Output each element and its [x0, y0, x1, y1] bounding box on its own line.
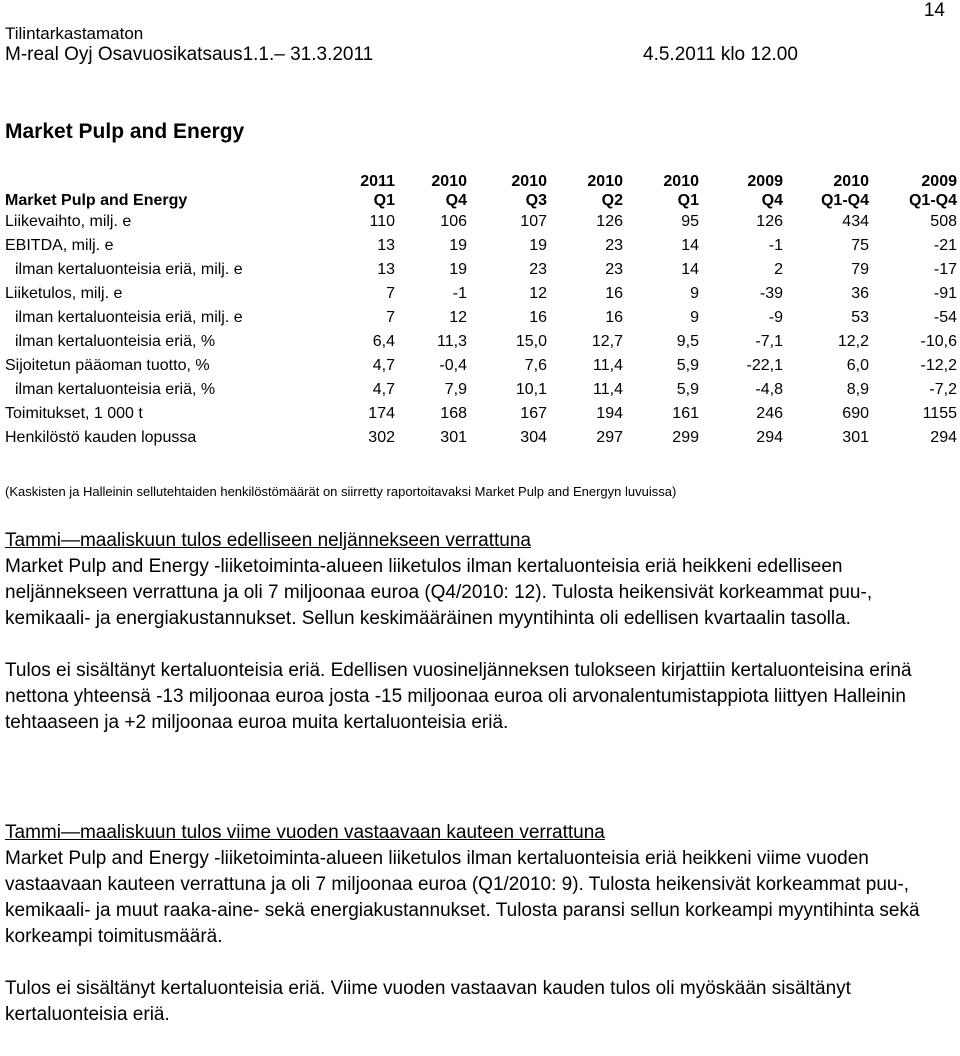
row-value: 12,2 — [837, 333, 869, 350]
header-period: Q4 — [761, 191, 783, 209]
row-value: 16 — [605, 285, 623, 302]
header-period: Q3 — [525, 191, 547, 209]
row-value: 4,7 — [372, 381, 395, 398]
row-label: Liikevaihto, milj. e — [5, 213, 132, 230]
section-title: Market Pulp and Energy — [5, 120, 245, 143]
table-row — [5, 282, 957, 306]
header-year: 2009 — [747, 172, 783, 190]
header-row-years — [5, 172, 957, 191]
comparison-previous-year — [5, 820, 955, 1028]
row-value: 301 — [440, 429, 467, 446]
header-label: Market Pulp and Energy — [5, 191, 188, 209]
table-row — [5, 330, 957, 354]
row-value: 9 — [690, 309, 699, 326]
section-heading: Tammi—maaliskuun tulos edelliseen neljännekseen verrattuna — [5, 530, 531, 551]
header-period: Q1 — [373, 191, 395, 209]
row-value: 15,0 — [515, 333, 547, 350]
header-period: Q1-Q4 — [820, 191, 869, 209]
row-label: EBITDA, milj. e — [5, 237, 114, 254]
row-value: -91 — [933, 285, 957, 302]
header-row-periods — [5, 191, 957, 210]
row-value: -9 — [768, 309, 783, 326]
row-value: 434 — [842, 213, 869, 230]
comparison-previous-quarter — [5, 528, 955, 736]
row-value: -10,6 — [920, 333, 957, 350]
row-value: -21 — [933, 237, 957, 254]
row-value: -54 — [933, 309, 957, 326]
row-value: 110 — [369, 213, 395, 230]
table-row — [5, 306, 957, 330]
paragraph: Tulos ei sisältänyt kertaluonteisia eriä. Viime vuoden vastaavan kauden tulos oli myöskään sisältänyt kertaluonteisia eriä. — [5, 978, 851, 1025]
row-value: 79 — [851, 261, 869, 278]
row-value: 6,0 — [846, 357, 869, 374]
row-value: 10,1 — [515, 381, 547, 398]
table-row — [5, 402, 957, 426]
row-value: 7,9 — [444, 381, 467, 398]
row-value: 12 — [449, 309, 467, 326]
row-value: 9 — [690, 285, 699, 302]
page-number: 14 — [923, 0, 945, 21]
row-value: 174 — [368, 405, 395, 422]
row-value: 7 — [386, 285, 395, 302]
row-value: 294 — [930, 429, 957, 446]
row-value: 23 — [605, 261, 623, 278]
paragraph: Tulos ei sisältänyt kertaluonteisia eriä. Edellisen vuosineljänneksen tulokseen kirjattiin kertaluonteisina erinä nettona yhteensä -13 miljoonaa euroa josta -15 miljoonaa euroa oli arvonalentumistappiota liittyen Halleinin tehtaaseen ja +2 miljoonaa euroa muita kertaluonteisia eriä. — [5, 660, 912, 733]
table-row — [5, 354, 957, 378]
row-label: Sijoitetun pääoman tuotto, % — [5, 357, 210, 374]
header-year: 2011 — [360, 172, 395, 190]
row-label: Liiketulos, milj. e — [5, 285, 123, 302]
table-footnote: (Kaskisten ja Halleinin sellutehtaiden henkilöstömäärät on siirretty raportoitavaksi Market Pulp and Energyn luvuissa) — [5, 484, 677, 499]
row-value: 36 — [851, 285, 869, 302]
row-value: 11,4 — [593, 357, 623, 374]
row-value: 126 — [756, 213, 783, 230]
header-empty-cell — [5, 172, 325, 191]
row-value: 106 — [440, 213, 467, 230]
header-year: 2010 — [833, 172, 869, 190]
header-period: Q1-Q4 — [908, 191, 957, 209]
row-value: 302 — [368, 429, 395, 446]
row-value: 304 — [520, 429, 547, 446]
header-period: Q4 — [445, 191, 467, 209]
row-value: -1 — [452, 285, 467, 302]
table-row — [5, 258, 957, 282]
row-value: -22,1 — [746, 357, 783, 374]
row-value: 9,5 — [676, 333, 699, 350]
section-heading: Tammi—maaliskuun tulos viime vuoden vastaavaan kauteen verrattuna — [5, 822, 605, 843]
row-value: 12 — [529, 285, 547, 302]
financial-table — [5, 172, 957, 450]
row-value: 4,7 — [372, 357, 395, 374]
header-year: 2010 — [511, 172, 547, 190]
row-value: 19 — [449, 237, 467, 254]
row-value: 297 — [596, 429, 623, 446]
row-label: Toimitukset, 1 000 t — [5, 405, 143, 422]
row-value: 19 — [449, 261, 467, 278]
header-year: 2010 — [663, 172, 699, 190]
row-label: ilman kertaluonteisia eriä, % — [15, 333, 216, 350]
row-value: 5,9 — [676, 381, 699, 398]
row-value: 14 — [681, 237, 699, 254]
row-value: 107 — [520, 213, 547, 230]
row-value: -7,2 — [929, 381, 957, 398]
row-value: 16 — [529, 309, 547, 326]
row-value: 5,9 — [676, 357, 699, 374]
header-period: Q2 — [601, 191, 623, 209]
row-value: 16 — [605, 309, 623, 326]
row-value: 11,4 — [593, 381, 623, 398]
row-label: ilman kertaluonteisia eriä, % — [15, 381, 216, 398]
row-value: 2 — [774, 261, 783, 278]
header-period: Q1 — [677, 191, 699, 209]
row-value: 299 — [672, 429, 699, 446]
row-value: -4,8 — [755, 381, 783, 398]
report-datetime: 4.5.2011 klo 12.00 — [643, 44, 798, 65]
row-value: 161 — [672, 405, 699, 422]
table-row — [5, 234, 957, 258]
table-header — [5, 172, 957, 210]
row-value: 7 — [386, 309, 395, 326]
row-value: 168 — [440, 405, 467, 422]
row-value: 53 — [851, 309, 869, 326]
row-value: -39 — [759, 285, 783, 302]
row-label: ilman kertaluonteisia eriä, milj. e — [15, 261, 243, 278]
row-value: 246 — [756, 405, 783, 422]
row-value: 294 — [756, 429, 783, 446]
header-year: 2010 — [431, 172, 467, 190]
row-label: Henkilöstö kauden lopussa — [5, 429, 197, 446]
row-value: 23 — [529, 261, 547, 278]
row-value: -7,1 — [755, 333, 783, 350]
paragraph: Market Pulp and Energy -liiketoiminta-alueen liiketulos ilman kertaluonteisia eriä heikkeni viime vuoden vastaavaan kauteen verrattuna ja oli 7 miljoonaa euroa (Q1/2010: 9). Tulosta heikensivät korkeammat puu-, kemikaali- ja muut raaka-aine- sekä energiakustannukset. Tulosta paransi sellun korkeampi myyntihinta sekä korkeampi toimitusmäärä. — [5, 848, 920, 947]
table-row — [5, 426, 957, 450]
row-value: -0,4 — [439, 357, 467, 374]
row-value: 19 — [529, 237, 547, 254]
row-value: 12,7 — [591, 333, 623, 350]
row-value: 6,4 — [372, 333, 395, 350]
row-value: 508 — [930, 213, 957, 230]
row-value: 11,3 — [437, 333, 467, 350]
row-value: 14 — [681, 261, 699, 278]
row-value: 301 — [842, 429, 869, 446]
row-value: 23 — [605, 237, 623, 254]
row-value: 126 — [596, 213, 623, 230]
header-year: 2010 — [587, 172, 623, 190]
row-value: -12,2 — [920, 357, 957, 374]
row-value: 7,6 — [524, 357, 547, 374]
row-label: ilman kertaluonteisia eriä, milj. e — [15, 309, 243, 326]
row-value: 167 — [520, 405, 547, 422]
row-value: -1 — [768, 237, 783, 254]
row-value: 690 — [842, 405, 869, 422]
table-row — [5, 378, 957, 402]
row-value: 194 — [596, 405, 623, 422]
row-value: 75 — [851, 237, 869, 254]
report-status: Tilintarkastamaton — [5, 24, 144, 43]
row-value: 95 — [681, 213, 699, 230]
row-value: 13 — [377, 237, 395, 254]
paragraph: Market Pulp and Energy -liiketoiminta-alueen liiketulos ilman kertaluonteisia eriä heikkeni edelliseen neljännekseen verrattuna ja oli 7 miljoonaa euroa (Q4/2010: 12). Tulosta heikensivät korkeammat puu-, kemikaali- ja energiakustannukset. Sellun keskimääräinen myyntihinta oli edellisen kvartaalin tasolla. — [5, 556, 873, 629]
table-body — [5, 210, 957, 450]
report-header-line — [5, 44, 798, 66]
row-value: 8,9 — [846, 381, 869, 398]
row-value: 1155 — [922, 405, 957, 422]
row-value: 13 — [377, 261, 395, 278]
header-year: 2009 — [921, 172, 957, 190]
table-row — [5, 210, 957, 234]
report-title: M-real Oyj Osavuosikatsaus1.1.– 31.3.2011 — [5, 44, 374, 65]
row-value: -17 — [933, 261, 957, 278]
